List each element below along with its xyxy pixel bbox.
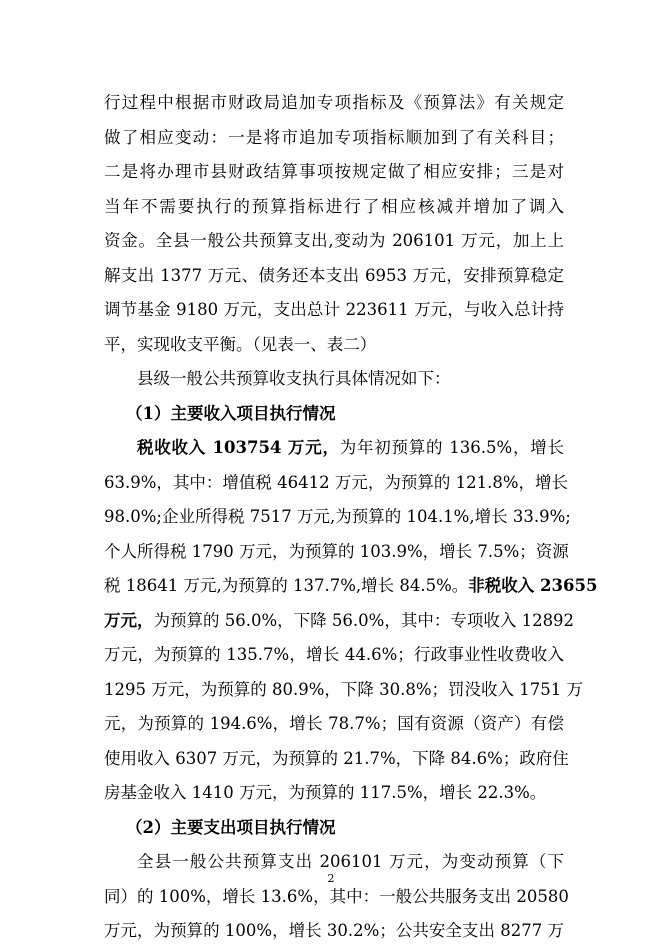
section-heading: （2）主要支出项目执行情况	[126, 817, 336, 837]
text-line: 资金。全县一般公共预算支出,变动为 206101 万元，加上上	[104, 231, 564, 250]
bold-text: 税收收入 103754 万元，	[137, 438, 340, 457]
text-run: 为年初预算的 136.5%，增长	[339, 438, 565, 457]
text-line	[104, 569, 598, 604]
text-line: 调节基金 9180 万元，支出总计 223611 万元，与收入总计持	[104, 300, 564, 319]
text-line: 同）的 100%，增长 13.6%，其中：一般公共服务支出 20580	[104, 886, 569, 906]
body-text	[104, 86, 598, 949]
text-line: 万元，为预算的 100%，增长 30.2%；公共安全支出 8277 万	[104, 921, 564, 940]
text-line: 98.0%;企业所得税 7517 万元,为预算的 104.1%,增长 33.9%;	[104, 507, 571, 526]
text-line: 当年不需要执行的预算指标进行了相应核减并增加了调入	[104, 196, 564, 216]
text-line: 县级一般公共预算收支执行具体情况如下：	[137, 369, 451, 388]
text-line: 平，实现收支平衡。（见表一、表二）	[104, 334, 377, 354]
text-run: 为预算的 56.0%，下降 56.0%，其中：专项收入 12892	[153, 610, 575, 630]
text-line: 全县一般公共预算支出 206101 万元，为变动预算（下	[137, 852, 564, 871]
bold-text: 万元，	[104, 610, 154, 630]
text-line: 个人所得税 1790 万元，为预算的 103.9%，增长 7.5%；资源	[104, 541, 569, 561]
text-line: 1295 万元，为预算的 80.9%，下降 30.8%；罚没收入 1751 万	[104, 679, 584, 699]
text-line: 行过程中根据市财政局追加专项指标及《预算法》有关规定	[104, 93, 564, 112]
text-line: 解支出 1377 万元、债务还本支出 6953 万元，安排预算稳定	[104, 265, 564, 285]
text-line: 房基金收入 1410 万元，为预算的 117.5%，增长 22.3%。	[104, 783, 547, 802]
text-line: 使用收入 6307 万元，为预算的 21.7%，下降 84.6%；政府住	[104, 748, 569, 768]
text-line: 元，为预算的 194.6%，增长 78.7%；国有资源（资产）有偿	[104, 714, 564, 733]
text-line	[104, 431, 564, 466]
text-run: 税 18641 万元,为预算的 137.7%,增长 84.5%。	[104, 576, 469, 595]
text-line	[104, 604, 575, 639]
text-line: 63.9%，其中：增值税 46412 万元，为预算的 121.8%，增长	[104, 472, 569, 492]
bold-text: 非税收入 23655	[468, 576, 598, 595]
page-number: 2	[327, 872, 335, 885]
section-heading: （1）主要收入项目执行情况	[126, 403, 336, 423]
text-line: 二是将办理市县财政结算事项按规定做了相应安排；三是对	[104, 162, 564, 181]
text-line: 做了相应变动：一是将市追加专项指标顺加到了有关科目；	[104, 127, 564, 147]
text-line: 万元，为预算的 135.7%，增长 44.6%；行政事业性收费收入	[104, 645, 564, 664]
